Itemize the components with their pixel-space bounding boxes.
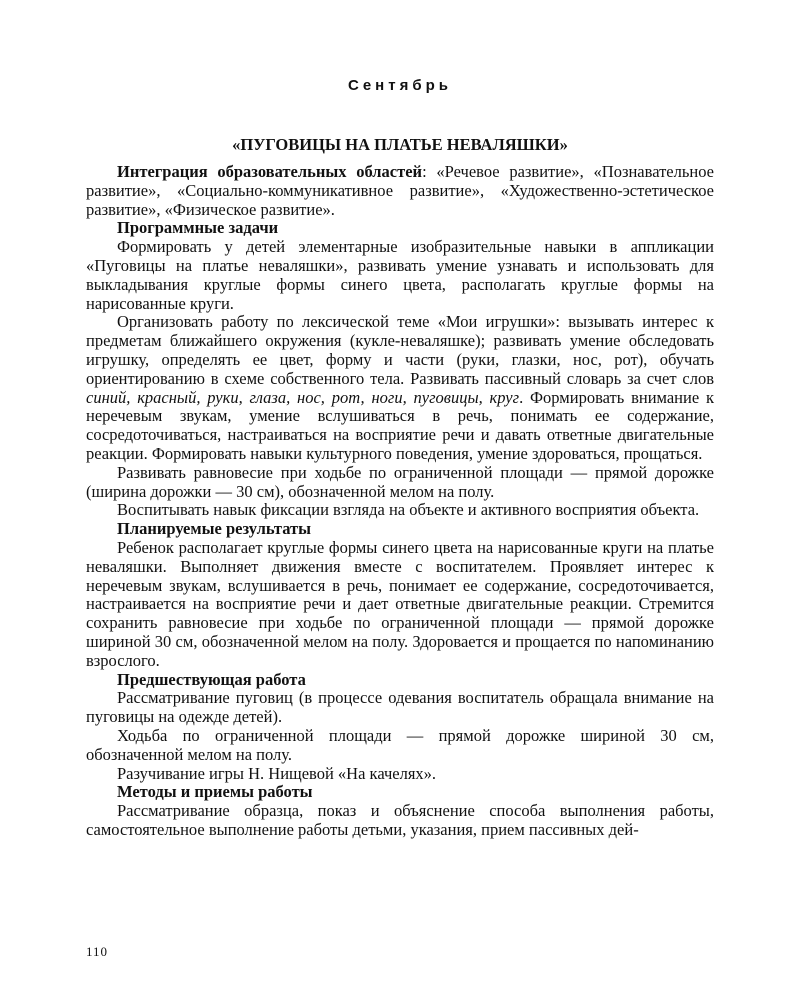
integration-label: Интеграция образовательных областей xyxy=(117,162,423,181)
tasks-paragraph-2-end: . Формировать внимание к неречевым звукам, умение вслушиваться в речь, понимать ее содержание, сосредоточиваться, настраиваться на восприятие речи и давать ответные двигательные реакции. Формировать навыки культурного поведения, умение здороваться, прощаться. xyxy=(86,387,714,463)
page-number: 110 xyxy=(86,944,109,959)
previous-work-heading: Предшествующая работа xyxy=(117,669,306,689)
tasks-paragraph-1: Формировать у детей элементарные изобразительные навыки в аппликации «Пуговицы на платье неваляшки», развивать умение узнавать и использовать для выкладывания круглые формы синего цвета, располагать круглые формы на нарисованные круги. xyxy=(86,237,714,313)
previous-work-paragraph-2: Ходьба по ограниченной площади — прямой дорожке шириной 30 см, обозначенной мелом на полу. xyxy=(86,725,714,764)
lesson-title: «ПУГОВИЦЫ НА ПЛАТЬЕ НЕВАЛЯШКИ» xyxy=(232,135,568,154)
previous-work-paragraph-3: Разучивание игры Н. Нищевой «На качелях». xyxy=(117,763,437,783)
methods-paragraph: Рассматривание образца, показ и объяснение способа выполнения работы, самостоятельное выполнение работы детьми, указания, прием пассивных дей- xyxy=(86,801,714,839)
vocabulary-words: синий, красный, руки, глаза, нос, рот, ноги, пуговицы, круг xyxy=(86,387,520,407)
tasks-paragraph-2 xyxy=(86,313,714,463)
integration-paragraph xyxy=(86,163,714,219)
results-paragraph: Ребенок располагает круглые формы синего цвета на нарисованные круги на платье неваляшки. Выполняет движения вместе с воспитателем. Проявляет интерес к неречевым звукам, вслушивается в речь, понимает ее содержание, сосредоточивается, настраивается на восприятие речи и дает ответные двигательные реакции. Стремится сохранить равновесие при ходьбе по ограниченной площади — прямой дорожке шириной 30 см, обозначенной мелом на полу. Здоровается и прощается по напоминанию взрослого. xyxy=(86,537,714,670)
integration-text: : «Речевое развитие», «Познавательное развитие», «Социально-коммуникативное развитие», «Художественно-эстетическое развитие», «Физическое развитие». xyxy=(86,162,714,219)
chapter-heading: Сентябрь xyxy=(348,77,452,94)
tasks-paragraph-4: Воспитывать навык фиксации взгляда на объекте и активного восприятия объекта. xyxy=(117,500,700,520)
results-heading: Планируемые результаты xyxy=(117,519,312,539)
previous-work-paragraph-1: Рассматривание пуговиц (в процессе одевания воспитатель обращала внимание на пуговицы на одежде детей). xyxy=(86,688,714,727)
tasks-paragraph-3: Развивать равновесие при ходьбе по ограниченной площади — прямой дорожке (ширина дорожки — 30 см), обозначенной мелом на полу. xyxy=(86,462,714,501)
page-content xyxy=(86,74,714,840)
tasks-heading: Программные задачи xyxy=(117,218,279,238)
methods-heading: Методы и приемы работы xyxy=(117,782,313,802)
tasks-paragraph-2-start: Организовать работу по лексической теме «Мои игрушки»: вызывать интерес к предметам ближайшего окружения (кукле-неваляшке); развивать умение обследовать игрушку, определять ее цвет, форму и части (руки, глазки, нос, рот), обучать ориентированию в схеме собственного тела. Развивать пассивный словарь за счет слов xyxy=(86,312,714,388)
